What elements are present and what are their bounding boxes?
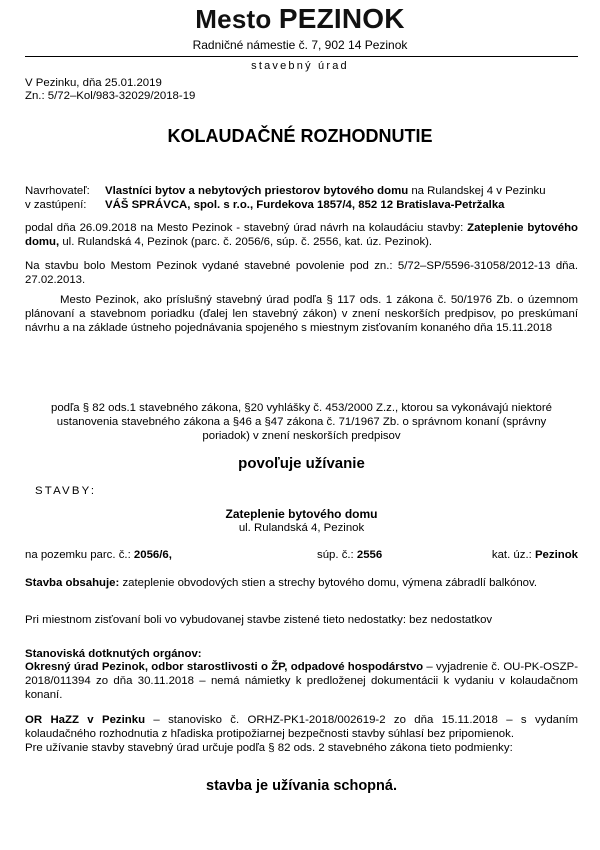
stavby-label: STAVBY: (35, 485, 97, 497)
kat-value: Pezinok (534, 549, 578, 561)
applicant-value-suffix: na Rulandskej 4 v Pezinku (408, 185, 546, 197)
permit-paragraph: Na stavbu bolo Mestom Pezinok vydané stavebné povolenie pod zn.: 5/72–SP/5596-31058/2012-13 dňa. 27.02.2013. (25, 260, 578, 286)
proposal-building: Zateplenie bytového domu, (25, 222, 578, 248)
reference-number: Zn.: 5/72–Kol/983-32029/2018-19 (25, 90, 196, 102)
building-name: Zateplenie bytového domu (225, 507, 378, 521)
representative-value: VÁŠ SPRÁVCA, spol. s r.o., Furdekova 1857/4, 852 12 Bratislava-Petržalka (105, 199, 505, 211)
cadastral-area (492, 549, 578, 563)
proposal-text-2: ul. Rulandská 4, Pezinok (parc. č. 2056/6, súp. č. 2556, kat. úz. Pezinok). (59, 235, 433, 248)
header-divider (25, 56, 578, 57)
kat-label: kat. úz.: (491, 549, 535, 561)
sup-label: súp. č.: (317, 549, 357, 561)
sup-value: 2556 (356, 549, 383, 561)
document-title: KOLAUDAČNÉ ROZHODNUTIE (167, 126, 433, 146)
representative-label: v zastúpení: (25, 199, 87, 211)
applicant-value: Vlastníci bytov a nebytových priestorov bytového domu (105, 185, 409, 197)
legal-basis: podľa § 82 ods.1 stavebného zákona, §20 vyhlášky č. 453/2000 Z.z., ktorou sa vykonávajú niektoré ustanovenia stavebného zákona a §46 a §47 zákona č. 71/1967 Zb. o správnom konaní (správny poriadok) v znení neskorších predpisov (50, 402, 553, 442)
defects-paragraph: Pri miestnom zisťovaní boli vo vybudovanej stavbe zistené tieto nedostatky: bez nedostatkov (25, 614, 493, 626)
applicant-label: Navrhovateľ: (25, 185, 90, 197)
conditions-paragraph: Pre užívanie stavby stavebný úrad určuje podľa § 82 ods. 2 stavebného zákona tieto podmienky: (25, 742, 513, 754)
opinion-1-text: – vyjadrenie č. OU-PK-OSZP-2018/011394 zo dňa 30.11.2018 – nemá námietky k predloženej dokumentácii k vydaniu v kolaudačnom konaní. (25, 661, 578, 701)
opinion-okresny-urad (25, 661, 578, 702)
applicant-line (25, 185, 578, 199)
opinions-heading-text: Stanoviská dotknutých orgánov: (25, 648, 202, 660)
opinions-heading (25, 648, 578, 662)
opinion-1-authority: Okresný úrad Pezinok, odbor starostlivosti o ŽP, odpadové hospodárstvo (25, 661, 424, 673)
building-address: ul. Rulandská 4, Pezinok (238, 522, 365, 534)
proposal-paragraph (25, 222, 578, 250)
verdict: stavba je užívania schopná. (206, 778, 397, 794)
city-name: PEZINOK (278, 3, 405, 34)
office-name: stavebný úrad (251, 60, 349, 72)
opinion-2-authority: OR HaZZ v Pezinku (25, 714, 146, 726)
city-address: Radničné námestie č. 7, 902 14 Pezinok (192, 38, 408, 52)
representative-line (25, 199, 578, 213)
opinion-or-hazz (25, 714, 578, 742)
content-label: Stavba obsahuje: (25, 577, 120, 589)
plot-row (25, 549, 578, 563)
content-text: zateplenie obvodových stien a strechy bytového domu, výmena zábradlí balkónov. (119, 577, 537, 589)
city-title-prefix: Mesto (195, 4, 279, 34)
plot-label: na pozemku parc. č.: (25, 549, 134, 561)
content-paragraph (25, 577, 578, 591)
authority-paragraph: Mesto Pezinok, ako príslušný stavebný úrad podľa § 117 ods. 1 zákona č. 50/1976 Zb. o územnom plánovaní a stavebnom poriadku (ďalej len stavebný zákon) v znení neskorších predpisov, po preskúmaní návrhu a na základe ústneho pojednávania spojeného s miestnym zisťovaním konaného dňa 15.11.2018 (25, 294, 578, 334)
plot-number (25, 549, 172, 563)
proposal-text-1: podal dňa 26.09.2018 na Mesto Pezinok - stavebný úrad návrh na kolaudáciu stavby: (25, 222, 468, 234)
plot-value: 2056/6, (133, 549, 172, 561)
supisne-cislo (317, 549, 382, 563)
opinion-2-text: – stanovisko č. ORHZ-PK1-2018/002619-2 zo dňa 15.11.2018 – s vydaním kolaudačného rozhodnutia z hľadiska protipožiarnej bezpečnosti stavby súhlasí bez pripomienok. (25, 714, 579, 740)
city-title (0, 4, 600, 34)
decision-grants: povoľuje užívanie (238, 455, 365, 472)
place-date: V Pezinku, dňa 25.01.2019 (25, 77, 162, 89)
